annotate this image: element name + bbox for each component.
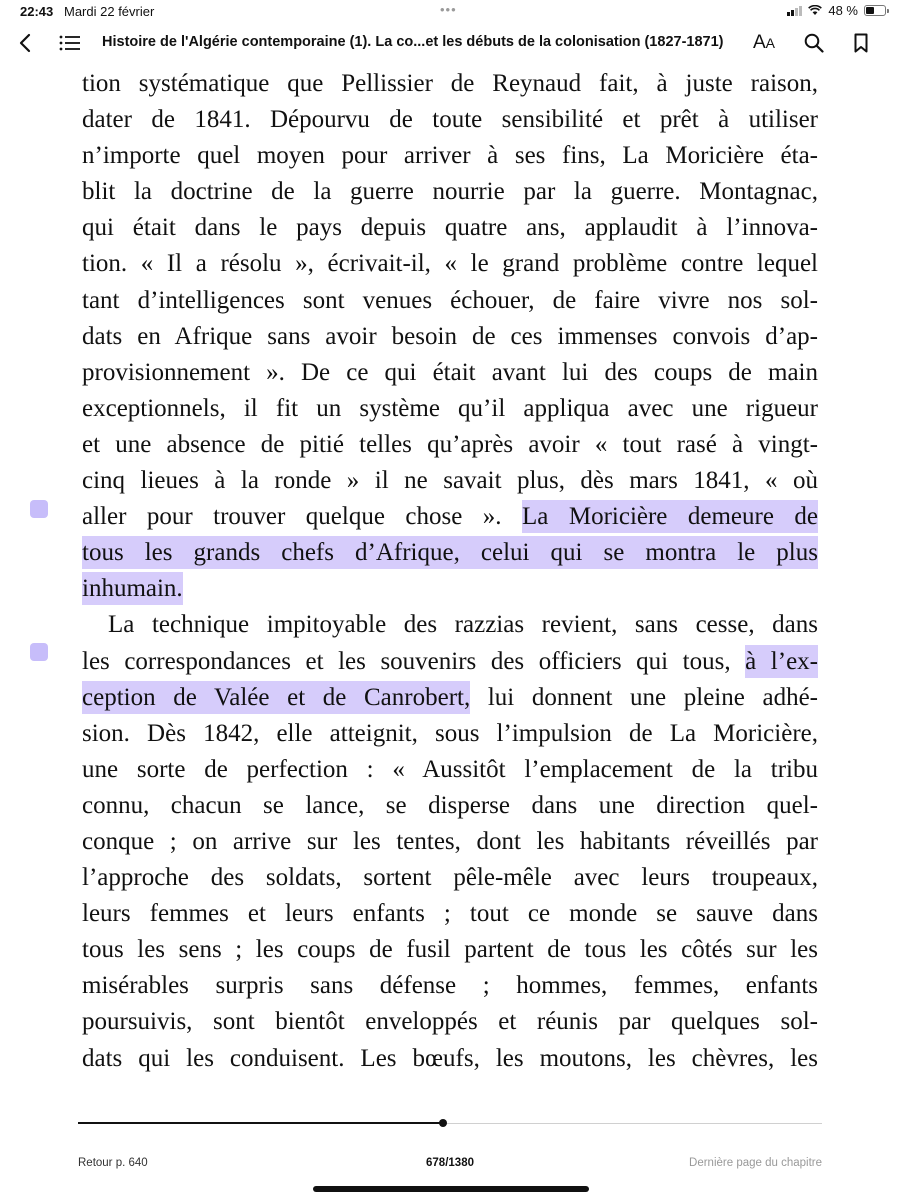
highlighted-passage[interactable]: inhumain. [82,572,183,605]
battery-percent: 48 % [828,3,858,18]
progress-scrubber-handle[interactable] [439,1119,447,1127]
text-line: La technique impitoyable des razzias revient, sans cesse, dans [108,611,818,639]
back-chevron-icon[interactable] [14,28,36,58]
text-line: dats qui les conduisent. Les bœufs, les moutons, les chèvres, les [82,1044,818,1072]
status-right [787,3,886,18]
text-line: tant d’intelligences sont venues échouer, de faire vivre nos sol- [82,286,818,314]
book-title: Histoire de l'Algérie contemporaine (1). La co...et les débuts de la colonisation (1827-1871) [102,34,724,50]
text-line: et une absence de pitié telles qu’après avoir « tout rasé à vingt- [82,430,818,458]
bookmark-icon[interactable] [851,28,871,58]
status-date: Mardi 22 février [64,4,155,19]
text-line: une sorte de perfection : « Aussitôt l’emplacement de la tribu [82,755,818,783]
text-size-icon[interactable]: A A [752,32,776,53]
status-bar [0,0,900,24]
text-line: blit la doctrine de la guerre nourrie par la guerre. Montagnac, [82,178,818,206]
text-line: leurs femmes et leurs enfants ; tout ce monde se sauve dans [82,900,818,928]
text-line: n’importe quel moyen pour arriver à ses fins, La Moricière éta- [82,142,818,170]
status-time: 22:43 [20,4,54,19]
chapter-last-page-link[interactable]: Dernière page du chapitre [689,1157,822,1169]
text-line: dater de 1841. Dépourvu de toute sensibilité et prêt à utiliser [82,106,818,134]
text-line: cinq lieues à la ronde » il ne savait plus, dès mars 1841, « où [82,467,818,495]
text-line: tion. « Il a résolu », écrivait-il, « le grand problème contre lequel [82,250,818,278]
text-line [82,535,818,571]
text-line: sion. Dès 1842, elle atteignit, sous l’impulsion de La Moricière, [82,719,818,747]
text-line [82,499,818,535]
text-line [82,571,818,607]
highlighted-passage[interactable]: tous les grands chefs d’Afrique, celui qui se montra le plus [82,536,818,569]
reader-toolbar [0,26,900,62]
text-segment: lui donnent une pleine adhé- [470,683,818,711]
highlight-note-marker[interactable] [30,500,48,518]
highlighted-passage[interactable]: La Moricière demeure de [522,500,818,533]
back-to-page-link[interactable]: Retour p. 640 [78,1157,148,1169]
text-line: poursuivis, sont bientôt enveloppés et réunis par quelques sol- [82,1008,818,1036]
reading-progress-fill [78,1122,443,1124]
text-line: connu, chacun se lance, se disperse dans une direction quel- [82,791,818,819]
text-line: tous les sens ; les coups de fusil partent de tous les côtés sur les [82,936,818,964]
text-line: conque ; on arrive sur les tentes, dont les habitants réveillés par [82,827,818,855]
text-line: tion systématique que Pellissier de Reynaud fait, à juste raison, [82,70,818,97]
text-line: qui était dans le pays depuis quatre ans, applaudit à l’innova- [82,214,818,242]
reading-progress-track[interactable] [78,1123,822,1124]
home-indicator[interactable] [313,1186,589,1192]
text-line: exceptionnels, il fit un système qu’il appliqua avec une rigueur [82,394,818,422]
text-line: dats en Afrique sans avoir besoin de ces immenses convois d’ap- [82,322,818,350]
page-counter: 678/1380 [426,1157,474,1169]
book-page-text [82,66,818,1077]
text-line [82,644,818,680]
highlighted-passage[interactable]: ception de Valée et de Canrobert, [82,681,470,714]
text-line: l’approche des soldats, sortent pêle-mêle avec leurs troupeaux, [82,864,818,892]
wifi-icon [808,5,822,16]
contents-list-icon[interactable] [58,28,82,58]
text-line: provisionnement ». De ce qui était avant lui des coups de main [82,358,818,386]
battery-icon [864,5,886,16]
multitasking-dots[interactable]: ••• [440,2,457,17]
text-segment: aller pour trouver quelque chose ». [82,503,523,531]
search-icon[interactable] [802,28,826,58]
text-line: misérables surpris sans défense ; hommes, femmes, enfants [82,972,818,1000]
cellular-signal-icon [787,5,802,16]
highlight-note-marker[interactable] [30,643,48,661]
text-line [82,680,818,716]
highlighted-passage[interactable]: à l’ex- [745,645,818,678]
text-segment: les correspondances et les souvenirs des officiers qui tous, [82,647,746,675]
